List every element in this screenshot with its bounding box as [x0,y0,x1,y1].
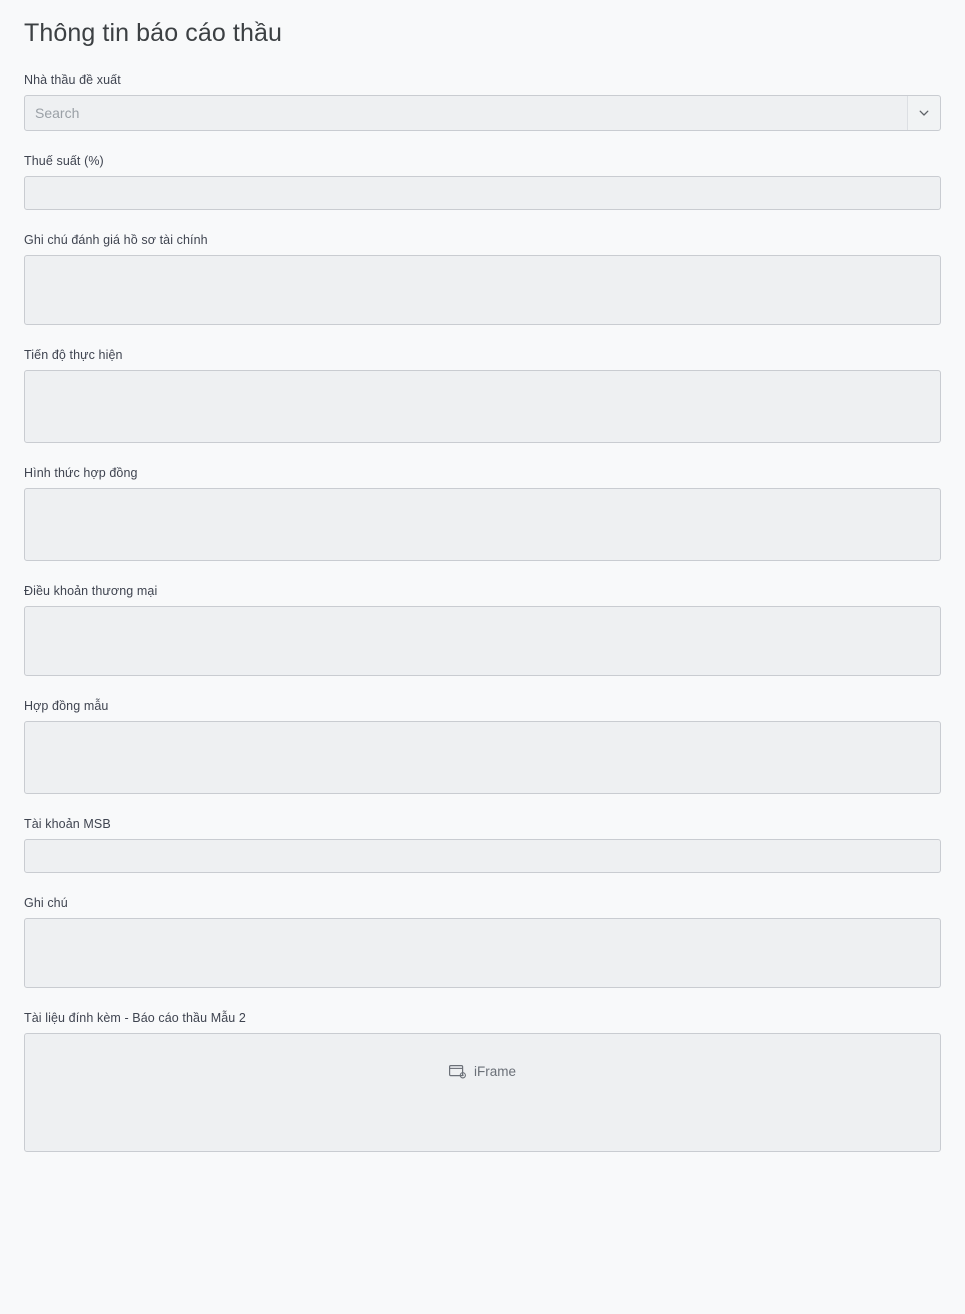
field-tai-khoan-msb [24,816,941,873]
supplier-select[interactable] [24,95,941,131]
page-title: Thông tin báo cáo thầu [24,19,282,47]
field-label: Hợp đồng mẫu [24,699,109,713]
iframe-label: iFrame [473,1064,516,1079]
commercial-terms-textarea[interactable] [24,606,941,676]
field-label: Hình thức hợp đồng [24,466,138,480]
field-label: Tiến độ thực hiện [24,348,123,362]
field-label: Điều khoản thương mại [24,584,158,598]
field-label: Tài khoản MSB [24,817,111,831]
field-label: Ghi chú [24,896,68,910]
bottom-spacer [24,1152,941,1176]
field-label: Ghi chú đánh giá hồ sơ tài chính [24,233,208,247]
progress-textarea[interactable] [24,370,941,443]
select-placeholder: Search [35,105,80,121]
field-label: Thuế suất (%) [24,154,104,168]
sample-contract-textarea[interactable] [24,721,941,794]
attachment-iframe-placeholder[interactable] [24,1033,941,1152]
field-tien-do-thuc-hien [24,347,941,443]
field-hop-dong-mau [24,698,941,794]
note-textarea[interactable] [24,918,941,988]
financial-review-note-textarea[interactable] [24,255,941,325]
tax-rate-input[interactable] [24,176,941,210]
field-hinh-thuc-hop-dong [24,465,941,561]
field-nha-thau-de-xuat [24,72,941,131]
iframe-placeholder-content [449,1064,516,1079]
field-tai-lieu-dinh-kem [24,1010,941,1152]
field-ghi-chu-danh-gia-ho-so-tai-chinh [24,232,941,325]
iframe-icon [449,1064,466,1079]
chevron-down-icon[interactable] [907,96,940,130]
field-label: Nhà thầu đề xuất [24,73,121,87]
field-ghi-chu [24,895,941,988]
field-dieu-khoan-thuong-mai [24,583,941,676]
field-thue-suat [24,153,941,210]
msb-account-input[interactable] [24,839,941,873]
field-label: Tài liệu đính kèm - Báo cáo thầu Mẫu 2 [24,1011,246,1025]
contract-type-textarea[interactable] [24,488,941,561]
